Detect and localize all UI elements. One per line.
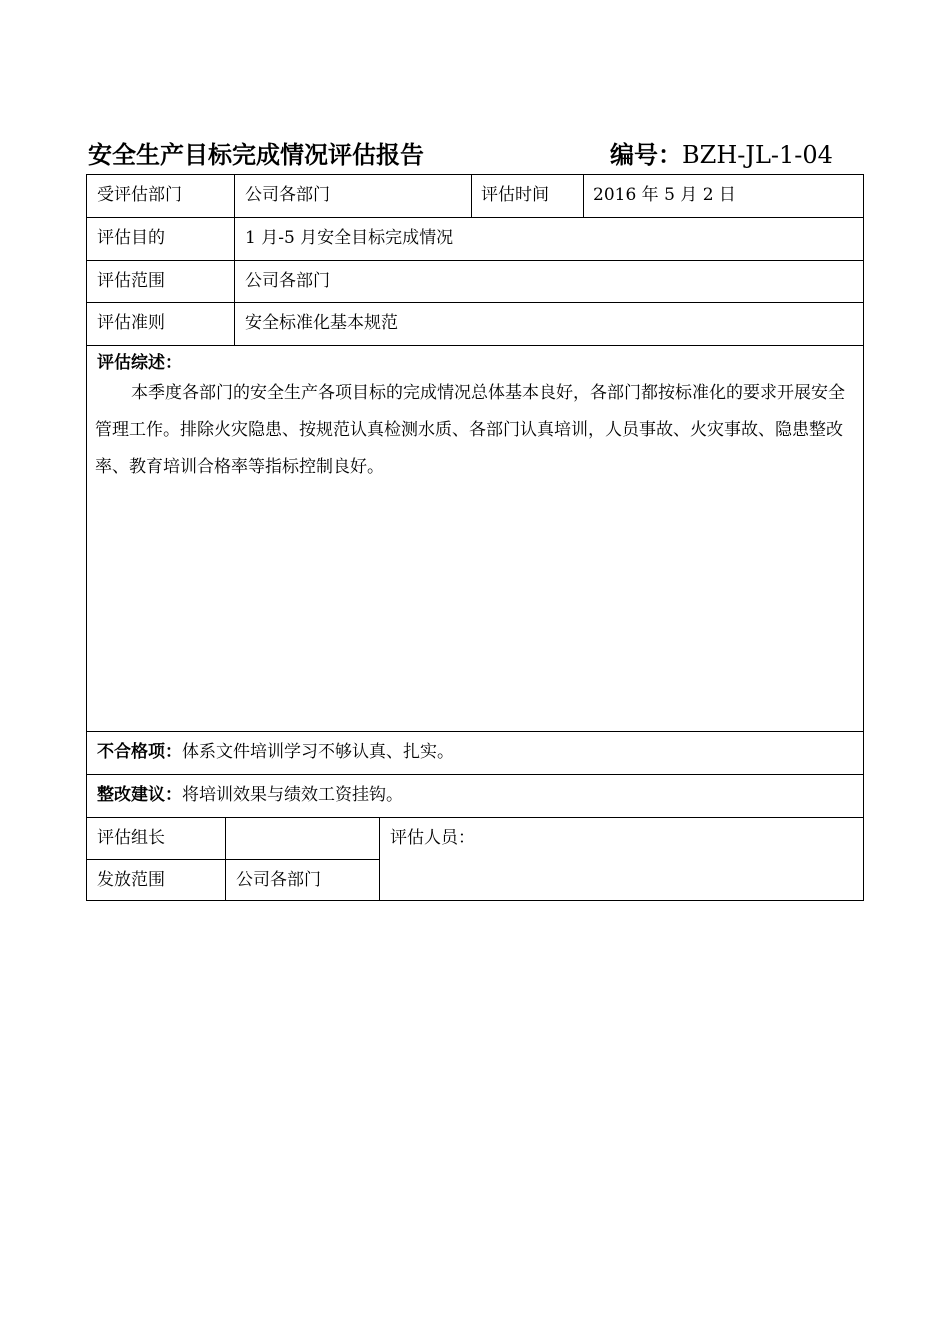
row-divider [87, 345, 863, 346]
report-title: 安全生产目标完成情况评估报告 [88, 141, 424, 169]
nonconformity-text: 体系文件培训学习不够认真、扎实。 [182, 742, 454, 762]
rectification-row [87, 775, 403, 805]
code-label: 编号： [610, 141, 682, 169]
leader-value [226, 818, 236, 823]
dept-label: 受评估部门 [97, 185, 182, 205]
code-value: BZH-JL-1-04 [682, 141, 833, 169]
assessors-label: 评估人员： [390, 828, 475, 848]
purpose-label: 评估目的 [97, 228, 165, 248]
summary-label: 评估综述： [97, 353, 182, 373]
rectification-label: 整改建议： [97, 785, 182, 805]
criteria-label: 评估准则 [97, 313, 165, 333]
scope-label: 评估范围 [97, 271, 165, 291]
summary-text: 本季度各部门的安全生产各项目标的完成情况总体基本良好，各部门都按标准化的要求开展安全管理工作。排除火灾隐患、按规范认真检测水质、各部门认真培训，人员事故、火灾事故、隐患整改率、教育培训合格率等指标控制良好。 [95, 383, 845, 477]
rectification-text: 将培训效果与绩效工资挂钩。 [182, 785, 403, 805]
distribution-value: 公司各部门 [236, 870, 321, 890]
time-label: 评估时间 [481, 185, 549, 205]
leader-label: 评估组长 [97, 828, 165, 848]
time-value: 2016 年 5 月 2 日 [593, 185, 736, 205]
purpose-value: 1 月-5 月安全目标完成情况 [245, 228, 454, 248]
scope-value: 公司各部门 [245, 271, 330, 291]
document-code [610, 135, 833, 170]
criteria-value: 安全标准化基本规范 [245, 313, 398, 333]
row-divider [87, 217, 863, 218]
row-divider [87, 260, 863, 261]
row-divider [87, 817, 863, 818]
row-divider [87, 302, 863, 303]
dept-value: 公司各部门 [245, 185, 330, 205]
nonconformity-row [87, 732, 454, 762]
nonconformity-label: 不合格项： [97, 742, 182, 762]
report-table [86, 174, 864, 901]
distribution-label: 发放范围 [97, 870, 165, 890]
